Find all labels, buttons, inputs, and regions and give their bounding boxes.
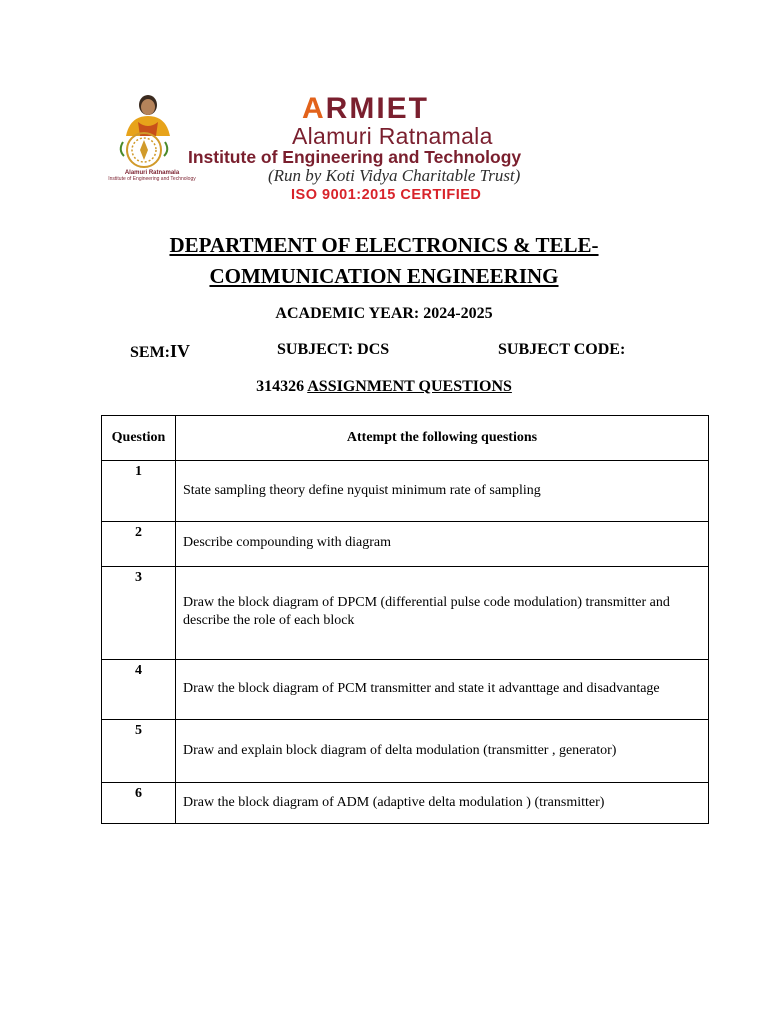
small-institute-name: Institute of Engineering and Technology — [108, 176, 196, 182]
table-row — [102, 720, 709, 783]
questions-table — [101, 415, 709, 824]
table-row — [102, 461, 709, 522]
department-title: DEPARTMENT OF ELECTRONICS & TELE-COMMUNICATION ENGINEERING — [169, 233, 599, 288]
brand-logo — [302, 92, 429, 126]
question-number: 1 — [135, 464, 142, 479]
academic-year: ACADEMIC YEAR: 2024-2025 — [275, 305, 493, 322]
question-text: Draw the block diagram of DPCM (differential pulse code modulation) transmitter and describe the role of each block — [183, 595, 670, 628]
question-text: Describe compounding with diagram — [183, 535, 392, 550]
semester-value: IV — [170, 341, 191, 361]
table-row — [102, 783, 709, 824]
small-institute-caption — [98, 170, 206, 182]
question-number: 5 — [135, 723, 142, 738]
institute-name: Institute of Engineering and Technology — [188, 147, 522, 167]
table-row — [102, 567, 709, 660]
brand-initial: A — [302, 92, 326, 125]
question-number: 6 — [135, 786, 142, 801]
iso-certification: ISO 9001:2015 CERTIFIED — [291, 187, 482, 203]
question-number: 4 — [135, 663, 142, 678]
subject-code-value: 314326 — [256, 378, 305, 395]
question-number: 3 — [135, 570, 142, 585]
college-header — [96, 88, 676, 208]
subject: SUBJECT: DCS — [277, 341, 390, 358]
table-row — [102, 660, 709, 720]
table-row — [102, 522, 709, 567]
trust-line: (Run by Koti Vidya Charitable Trust) — [268, 166, 521, 185]
table-header-row — [102, 416, 709, 461]
college-name: Alamuri Ratnamala — [292, 123, 493, 149]
question-text: Draw the block diagram of PCM transmitter and state it advanttage and disadvantage — [183, 681, 660, 696]
question-number: 2 — [135, 525, 142, 540]
semester-label: SEM: — [130, 344, 170, 361]
college-emblem-icon — [114, 128, 174, 172]
assignment-title: ASSIGNMENT QUESTIONS — [307, 378, 512, 395]
brand-text: RMIET — [325, 92, 429, 125]
assignment-heading — [0, 378, 768, 396]
question-text: State sampling theory define nyquist minimum rate of sampling — [183, 483, 541, 498]
subject-code-label: SUBJECT CODE: — [498, 341, 626, 358]
question-text: Draw the block diagram of ADM (adaptive delta modulation ) (transmitter) — [183, 795, 605, 810]
header-question: Question — [102, 416, 176, 461]
small-college-name: Alamuri Ratnamala — [124, 170, 180, 176]
question-text: Draw and explain block diagram of delta modulation (transmitter , generator) — [183, 743, 617, 758]
semester — [130, 341, 190, 362]
header-attempt: Attempt the following questions — [176, 416, 709, 461]
